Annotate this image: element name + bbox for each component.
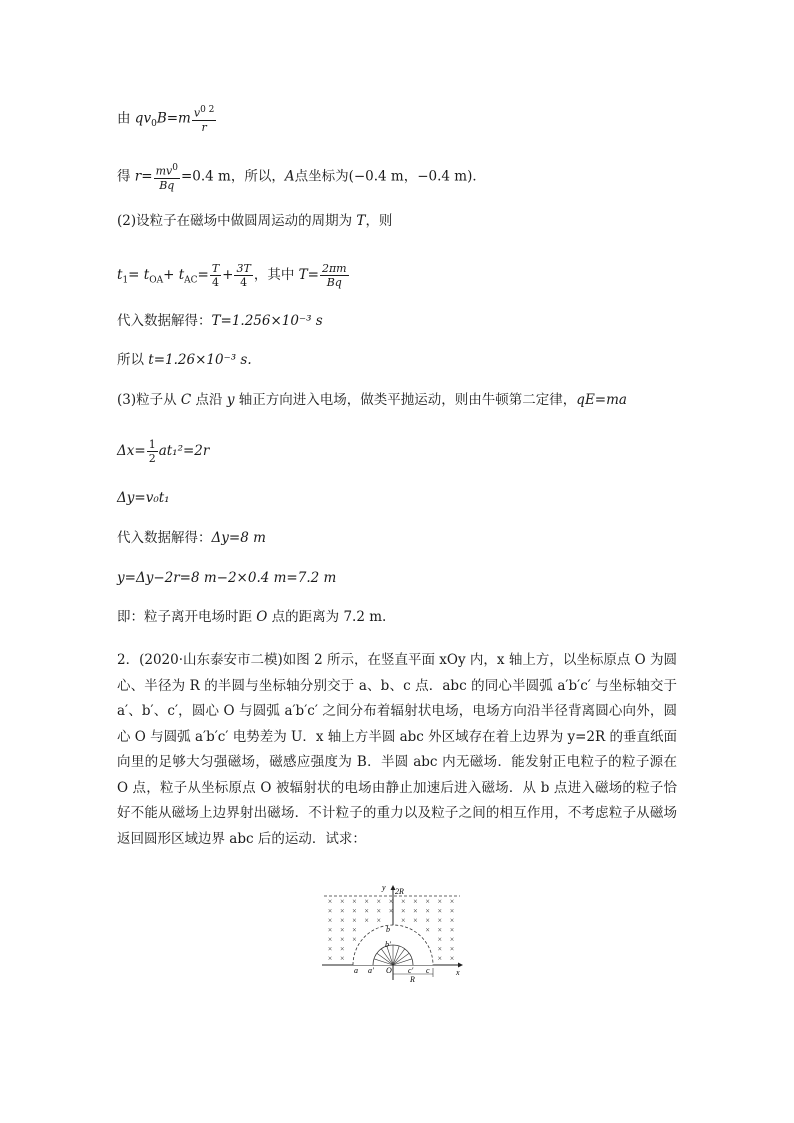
text: 由 <box>117 110 135 127</box>
field-cross: × <box>449 897 455 906</box>
label-x: x <box>456 968 460 977</box>
text-line-10 <box>117 528 266 548</box>
text-line-7 <box>117 390 627 410</box>
fraction: $\frac{mv^0}{Bq}$ <box>155 163 178 192</box>
equation-line-4: $t_1= t_{OA}+ t_{AC}=$ $\frac{T}{4}$ + $\frac{3T}{4}$ ，其中 T= $\frac{2\pi m}{Bq}$ <box>117 262 347 289</box>
text: C <box>180 392 192 408</box>
text: A <box>284 168 295 185</box>
field-cross: × <box>364 916 369 925</box>
field-cross: × <box>352 906 357 916</box>
label-R: R <box>410 975 415 982</box>
text: Δy=8 m <box>211 530 266 546</box>
text: = t <box>128 267 150 283</box>
field-cross: × <box>388 906 394 916</box>
text: t=1.26×10⁻³ s. <box>148 352 252 368</box>
field-cross: × <box>400 897 406 906</box>
field-cross: × <box>327 916 333 925</box>
text: 4 <box>240 276 248 289</box>
field-cross: × <box>327 897 333 906</box>
text: 1 <box>148 438 156 451</box>
field-cross: × <box>449 944 455 954</box>
field-cross: × <box>449 916 455 925</box>
text: =0.4 m，所以， <box>180 168 285 185</box>
text: + t <box>163 267 185 283</box>
text: 代入数据解得： <box>117 530 212 546</box>
field-cross: × <box>413 897 418 906</box>
field-cross: × <box>425 906 430 916</box>
text: T=1.256×10⁻³ s <box>211 313 323 329</box>
field-cross: × <box>437 944 443 954</box>
field-cross: × <box>437 906 443 916</box>
equation-line-1: 由 $qv_0B=m$ $\frac{v^{0 2}}{r}$ <box>117 105 215 134</box>
text: r <box>201 120 207 134</box>
field-cross: × <box>339 916 345 925</box>
label-b-prime: b′ <box>385 940 391 949</box>
field-cross: × <box>388 897 394 906</box>
text: qv <box>134 110 152 127</box>
text: B= <box>156 110 179 127</box>
field-cross: × <box>352 935 357 944</box>
label-2R: 2R <box>395 887 404 896</box>
field-cross: × <box>376 897 382 906</box>
text: AC <box>184 275 198 286</box>
field-cross: × <box>449 954 455 963</box>
field-cross: × <box>413 906 418 916</box>
text: OA <box>149 275 164 286</box>
text: Δx= <box>117 443 146 459</box>
field-cross: × <box>339 897 345 906</box>
text-line-12 <box>117 607 386 627</box>
text: ，其中 <box>253 267 299 283</box>
text: = <box>307 267 319 283</box>
field-cross: × <box>352 897 357 906</box>
text: 点坐标为(−0.4 m，−0.4 m)． <box>294 168 486 185</box>
field-cross: × <box>339 925 345 935</box>
field-cross: × <box>352 925 357 935</box>
text: y <box>226 392 235 408</box>
text: 点沿 <box>191 392 227 408</box>
magnetic-field-figure <box>318 882 468 982</box>
field-cross: × <box>437 916 443 925</box>
equation-line-8 <box>117 438 209 465</box>
field-cross: × <box>339 954 345 963</box>
fraction <box>320 262 349 289</box>
field-cross: × <box>327 944 333 954</box>
field-cross: × <box>364 906 369 916</box>
field-cross: × <box>437 935 443 944</box>
field-cross: × <box>437 925 443 935</box>
text: T <box>356 213 366 229</box>
text: ，则 <box>365 213 393 229</box>
field-cross: × <box>339 906 345 916</box>
field-cross: × <box>437 897 443 906</box>
label-O: O <box>386 966 392 975</box>
field-cross: × <box>449 906 455 916</box>
text: 即：粒子离开电场时距 <box>117 609 257 625</box>
text: t <box>117 267 123 283</box>
text: Bq <box>159 178 175 192</box>
field-cross: × <box>400 906 406 916</box>
text: at₁²=2r <box>158 443 210 459</box>
text: (3)粒子从 <box>117 392 181 408</box>
text: r <box>134 168 142 185</box>
equation-line-2 <box>117 162 486 192</box>
text: 轴正方向进入电场，做类平抛运动，则由牛顿第二定律， <box>234 392 577 408</box>
text: Bq <box>326 276 342 289</box>
text: + <box>222 267 234 283</box>
fraction: $\frac{v^{0 2}}{r}$ <box>193 105 215 134</box>
field-cross: × <box>327 954 333 963</box>
field-cross: × <box>376 916 382 925</box>
x-axis-arrow-icon <box>458 963 463 968</box>
fraction <box>147 438 158 465</box>
field-cross: × <box>339 935 345 944</box>
problem-2-text: 2．(2020·山东泰安市二模)如图 2 所示，在竖直平面 xOy 内，x 轴上方，以坐标原点 O 为圆心、半径为 R 的半圆与坐标轴分别交于 a、b、c 点．abc 的同心半圆弧 a′b′c′ 与坐标轴交于 a′、b′、c′，圆心 O 与圆弧 a′b′c′ 之间分布着辐射状电场，电场方向沿半径背离圆心向外，圆心 O 与圆弧 a′b′c′ 电势差为 U．x 轴上方半圆 abc 外区域存在着上边界为 y=2R 的垂直纸面向里的足够大匀强磁场，磁感应强度为 B．半圆 abc 内无磁场．能发射正电粒子的粒子源在 O 点，粒子从坐标原点 O 被辐射状的电场由静止加速后进入磁场．从 b 点进入磁场的粒子恰好不能从磁场上边界射出磁场．不计粒子的重力以及粒子之间的相互作用，不考虑粒子从磁场返回圆形区域边界 abc 后的运动．试求： <box>117 652 677 847</box>
fraction <box>234 262 252 289</box>
text: m <box>178 110 191 127</box>
fraction <box>210 262 221 289</box>
label-y: y <box>382 883 386 892</box>
text: 代入数据解得： <box>117 313 212 329</box>
text: 2πm <box>321 262 347 275</box>
text: O <box>256 609 268 625</box>
label-c: c <box>426 966 430 975</box>
field-cross: × <box>449 925 455 935</box>
field-cross: × <box>327 906 333 916</box>
field-cross: × <box>425 916 430 925</box>
text: 4 <box>212 276 219 289</box>
text: mv <box>155 164 173 178</box>
label-c-prime: c′ <box>408 966 414 975</box>
text: Δy=v₀t₁ <box>117 490 170 506</box>
text: T <box>211 262 220 275</box>
text: = <box>197 267 209 283</box>
text-line-3 <box>117 211 392 231</box>
field-cross: × <box>327 925 333 935</box>
field-cross: × <box>400 916 406 925</box>
text: (2)设粒子在磁场中做圆周运动的周期为 <box>117 213 357 229</box>
field-cross: × <box>327 935 333 944</box>
field-cross: × <box>449 935 455 944</box>
field-cross: × <box>425 897 430 906</box>
field-cross: × <box>425 925 430 935</box>
text-line-5 <box>117 311 323 331</box>
field-cross: × <box>413 916 418 925</box>
label-a-prime: a′ <box>368 966 374 975</box>
text: 点的距离为 7.2 m. <box>267 609 387 625</box>
field-cross: × <box>364 897 369 906</box>
label-a: a <box>354 966 358 975</box>
field-cross: × <box>437 954 443 963</box>
text: = <box>141 168 153 185</box>
text: qE=ma <box>576 392 627 408</box>
label-b: b <box>386 925 390 934</box>
field-cross: × <box>376 906 382 916</box>
text-line-6 <box>117 350 252 370</box>
text-line-9 <box>117 488 170 508</box>
text: 得 <box>117 168 135 185</box>
text: y=Δy−2r=8 m−2×0.4 m=7.2 m <box>117 570 337 586</box>
field-cross: × <box>352 916 357 925</box>
text: 3T <box>236 262 251 275</box>
text: 所以 <box>117 352 149 368</box>
text: 2 <box>148 452 156 465</box>
text: v <box>193 106 201 120</box>
text: T <box>298 267 308 283</box>
field-cross: × <box>339 944 345 954</box>
text-line-11 <box>117 568 336 588</box>
